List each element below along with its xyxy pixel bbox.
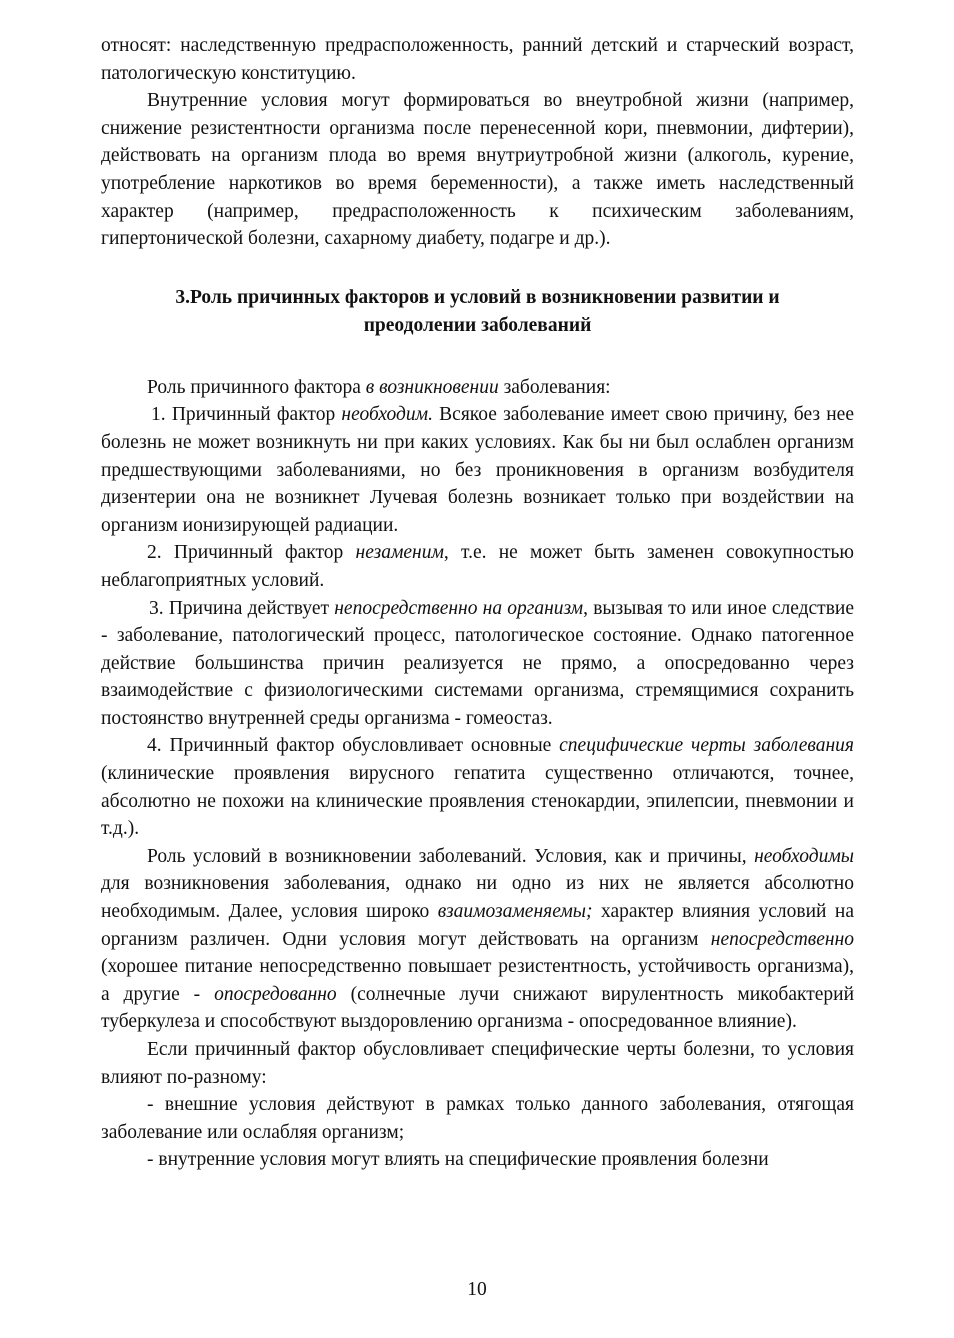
- list-item-3: [101, 595, 854, 733]
- list-item-4: [101, 732, 854, 842]
- paragraph-intro-end: относят: наследственную предрасположенность, ранний детский и старческий возраст, патологическую конституцию.: [101, 35, 854, 84]
- section-heading: [101, 284, 854, 340]
- italic-text: необходимы: [754, 845, 854, 867]
- text-run: , вызывая то или иное следствие - заболевание, патологический процесс, патологическое состояние. Однако патогенное действие большинства причин реализуется не прямо, а опосредованно через взаимодействие с физиологическими системами организма, стремящимися сохранить постоянство внутренней среды организма - гомеостаз.: [101, 597, 855, 729]
- text-run: 4. Причинный фактор обусловливает основные: [147, 735, 560, 757]
- text-run: 1. Причинный фактор: [151, 404, 342, 426]
- paragraph-role-intro: [101, 374, 854, 402]
- text-run: характер влияния условий на организм различен. Одни условия могут действовать на организм: [101, 901, 854, 950]
- page-number: 10: [467, 1279, 487, 1300]
- italic-text: необходим.: [341, 404, 433, 426]
- list-item-2: [101, 539, 854, 594]
- text-run: 2. Причинный фактор: [147, 542, 356, 564]
- text-run: для возникновения заболевания, однако ни одно из них не является абсолютно необходимым. Далее, условия широко: [101, 873, 854, 923]
- text-run: Роль условий в возникновении заболеваний. Условия, как и причины,: [147, 845, 755, 867]
- dash-item-internal: - внутренние условия могут влиять на специфические проявления болезни: [147, 1149, 769, 1171]
- text-run: заболевания:: [498, 376, 611, 398]
- paragraph-specific-features: Если причинный фактор обусловливает специфические черты болезни, то условия влияют по-разному:: [101, 1039, 854, 1088]
- italic-text: в возникновении: [365, 376, 499, 398]
- text-run: 3. Причина действует: [149, 597, 335, 619]
- italic-text: непосредственно: [710, 928, 854, 950]
- paragraph-conditions-role: [101, 843, 854, 1036]
- italic-text: незаменим: [355, 542, 444, 564]
- text-run: (клинические проявления вирусного гепатита существенно отличаются, точнее, абсолютно не похожи на клинические проявления стенокардии, эпилепсии, пневмонии и т.д.).: [101, 763, 854, 840]
- dash-item-external: - внешние условия действуют в рамках только данного заболевания, отягощая заболевание или ослабляя организм;: [101, 1094, 854, 1143]
- text-run: , т.е. не может быть заменен совокупностью неблагоприятных условий.: [101, 542, 854, 591]
- paragraph-internal-conditions: Внутренние условия могут формироваться во внеутробной жизни (например, снижение резистентности организма после перенесенной кори, пневмонии, дифтерии), действовать на организм плода во время внутриутробной жизни (алкоголь, курение, употребление наркотиков во время беременности), а также иметь наследственный характер (например, предрасположенность к психическим заболеваниям, гипертонической болезни, сахарному диабету, подагре и др.).: [101, 90, 854, 250]
- text-run: Всякое заболевание имеет свою причину, без нее болезнь не может возникнуть ни при каких условиях. Как бы ни был ослаблен организм предшествующими заболеваниями, но без проникновения в организм возбудителя дизентерии она не возникнет Лучевая болезнь возникает только при воздействии на организм ионизирующей радиации.: [101, 404, 854, 536]
- italic-text: специфические черты заболевания: [559, 735, 854, 757]
- section-heading-line-2: преодолении заболеваний: [363, 314, 592, 336]
- italic-text: непосредственно на организм: [334, 597, 584, 619]
- italic-text: опосредованно: [214, 983, 337, 1005]
- text-run: Роль причинного фактора: [147, 376, 366, 398]
- text-run: (солнечные лучи снижают вирулентность микобактерий туберкулеза и способствуют выздоровлению организма - опосредованное влияние).: [101, 983, 855, 1033]
- section-heading-line-1: 3.Роль причинных факторов и условий в возникновении развитии и: [175, 286, 780, 308]
- text-run: (хорошее питание непосредственно повышает резистентность, устойчивость организма), а другие -: [101, 956, 854, 1005]
- list-item-1: [101, 401, 854, 539]
- italic-text: взаимозаменяемы;: [437, 901, 593, 923]
